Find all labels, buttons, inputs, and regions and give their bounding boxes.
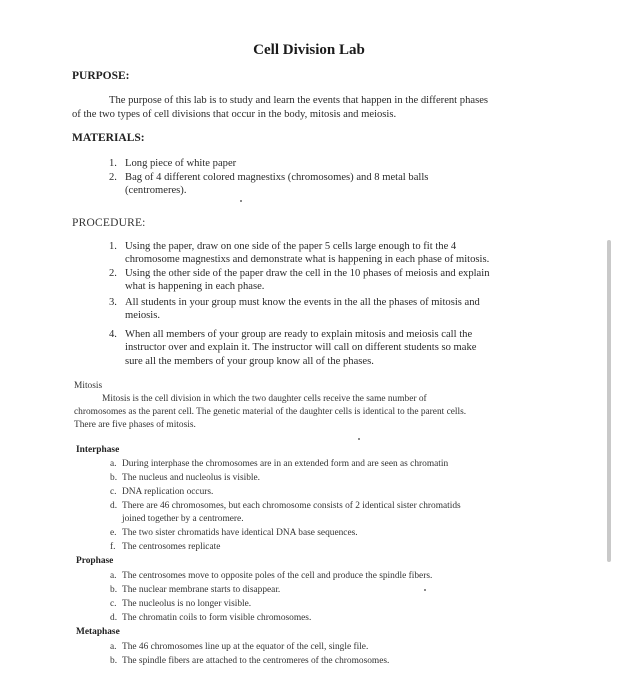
materials-item	[109, 171, 428, 184]
list-text: The centrosomes replicate	[122, 542, 221, 552]
metaphase-heading: Metaphase	[76, 627, 120, 637]
list-text: During interphase the chromosomes are in an extended form and are seen as chromatin	[122, 459, 449, 469]
list-text: Using the paper, draw on one side of the paper 5 cells large enough to fit the 4	[125, 241, 457, 252]
metaphase-item	[110, 641, 368, 653]
prophase-heading: Prophase	[76, 556, 114, 566]
list-letter: c.	[110, 599, 117, 609]
procedure-item	[109, 240, 456, 253]
vertical-scrollbar[interactable]	[607, 240, 611, 562]
procedure-item	[109, 328, 472, 341]
interphase-item	[110, 458, 448, 470]
mitosis-line: chromosomes as the parent cell. The genetic material of the daughter cells is identical to the parent cells.	[74, 407, 467, 417]
list-text-continued: sure all the members of your group know all of the phases.	[125, 356, 374, 367]
list-text: The chromatin coils to form visible chromosomes.	[122, 613, 312, 623]
stray-mark	[358, 438, 360, 440]
interphase-item	[110, 500, 461, 512]
list-letter: a.	[110, 642, 117, 652]
list-text: The nuclear membrane starts to disappear.	[122, 585, 281, 595]
list-text: Long piece of white paper	[125, 158, 237, 169]
list-text: When all members of your group are ready to explain mitosis and meiosis call the	[125, 329, 473, 340]
list-number: 2.	[109, 268, 117, 279]
procedure-heading: PROCEDURE:	[72, 217, 146, 229]
list-number: 1.	[109, 158, 117, 169]
list-text: Bag of 4 different colored magnestixs (chromosomes) and 8 metal balls	[125, 172, 429, 183]
interphase-item	[110, 527, 358, 539]
interphase-item	[110, 472, 260, 484]
page-title: Cell Division Lab	[253, 42, 365, 58]
list-number: 1.	[109, 241, 117, 252]
prophase-item	[110, 570, 432, 582]
list-letter: b.	[110, 585, 118, 595]
purpose-line: The purpose of this lab is to study and learn the events that happen in the different phases	[109, 95, 489, 106]
interphase-item	[110, 486, 213, 498]
materials-item	[109, 157, 236, 170]
list-letter: f.	[110, 542, 116, 552]
procedure-item	[109, 267, 490, 280]
list-letter: e.	[110, 528, 117, 538]
mitosis-heading: Mitosis	[74, 381, 103, 391]
list-number: 2.	[109, 172, 117, 183]
list-text: All students in your group must know the events in the all the phases of mitosis and	[125, 297, 480, 308]
list-text: The nucleolus is no longer visible.	[122, 599, 252, 609]
prophase-item	[110, 598, 251, 610]
purpose-heading: PURPOSE:	[72, 70, 130, 82]
interphase-heading: Interphase	[76, 445, 120, 455]
stray-mark	[424, 589, 426, 591]
materials-heading: MATERIALS:	[72, 132, 145, 144]
list-text: DNA replication occurs.	[122, 487, 214, 497]
list-letter: d.	[110, 613, 118, 623]
list-text-continued: (centromeres).	[125, 185, 187, 196]
list-letter: c.	[110, 487, 117, 497]
list-text: The two sister chromatids have identical DNA base sequences.	[122, 528, 358, 538]
list-letter: b.	[110, 473, 118, 483]
mitosis-line: Mitosis is the cell division in which the two daughter cells receive the same number of	[102, 394, 427, 404]
list-letter: b.	[110, 656, 118, 666]
list-text: Using the other side of the paper draw the cell in the 10 phases of meiosis and explain	[125, 268, 490, 279]
stray-mark	[240, 200, 242, 202]
interphase-item	[110, 541, 220, 553]
list-text: The 46 chromosomes line up at the equator of the cell, single file.	[122, 642, 369, 652]
list-text-continued: meiosis.	[125, 310, 161, 321]
list-text: There are 46 chromosomes, but each chromosome consists of 2 identical sister chromatids	[122, 501, 461, 511]
prophase-item	[110, 584, 280, 596]
list-text-continued: what is happening in each phase.	[125, 281, 265, 292]
prophase-item	[110, 612, 311, 624]
list-text: The nucleus and nucleolus is visible.	[122, 473, 260, 483]
list-letter: d.	[110, 501, 118, 511]
list-text: The centrosomes move to opposite poles of the cell and produce the spindle fibers.	[122, 571, 433, 581]
procedure-item	[109, 296, 480, 309]
list-text-continued: instructor over and explain it. The instructor will call on different students so make	[125, 342, 477, 353]
mitosis-line: There are five phases of mitosis.	[74, 420, 196, 430]
list-text-continued: chromosome magnestixs and demonstrate what is happening in each phase of mitosis.	[125, 254, 490, 265]
metaphase-item	[110, 655, 389, 667]
list-number: 4.	[109, 329, 117, 340]
list-letter: a.	[110, 459, 117, 469]
list-text-continued: joined together by a centromere.	[122, 514, 244, 524]
list-letter: a.	[110, 571, 117, 581]
list-text: The spindle fibers are attached to the centromeres of the chromosomes.	[122, 656, 390, 666]
purpose-line: of the two types of cell divisions that occur in the body, mitosis and meiosis.	[72, 109, 397, 120]
list-number: 3.	[109, 297, 117, 308]
